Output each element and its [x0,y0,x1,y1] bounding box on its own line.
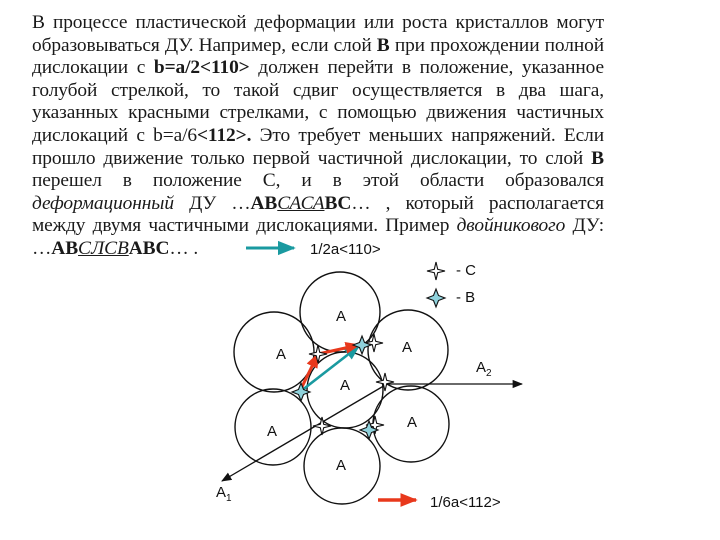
axis-A2-label: $A_2$ [476,359,492,379]
stacking-seq: АВС [128,237,170,259]
text-segment: ДУ … [189,192,251,214]
text-segment: В процессе пластической деформации или роста кристаллов могут образовываться ДУ. Например, если слой [32,12,604,56]
stacking-seq: АВ [51,237,79,259]
legend-star-C-icon [427,262,445,280]
atom-label: A [336,308,347,325]
text-segment: при прохождении полной дислокации с [32,34,604,79]
atom-circle-upper-left [234,312,314,392]
text-segment: перешел в положение С, и в этой области образовался [32,170,604,192]
stacking-seq-fault: САСА [277,192,325,214]
text-segment: … . [169,237,199,259]
atom-label: A [340,377,351,394]
text-segment: должен перейти в положение, указанное голубой стрелкой, то такой сдвиг осуществляется в два шага, указанных красными стрелками, с помощью движения частичных дислокаций с b=a/6 [32,57,605,146]
atom-label: A [402,339,413,356]
burgers-vector-partial: <112>. [196,124,252,146]
legend-partial-label: 1/6a<112> [430,494,501,511]
text-segment: Это требует меньших напряжений. Если прошло движение только первой частичной дислокации, то слой [32,124,604,169]
star-C-icon [427,262,445,280]
star-B-icon [427,289,445,307]
layer-label: В [591,147,604,169]
stacking-seq-fault: СЛСВ [78,237,129,259]
twin-term: двойникового [456,215,566,237]
atom-label: A [276,346,287,363]
legend-full-label: 1/2a<110> [310,241,381,258]
legend-star-B-icon [427,289,445,307]
atom-label: A [267,423,278,440]
deformation-term: деформационный [32,192,174,214]
atom-label: A [336,457,347,474]
atom-label: A [407,414,418,431]
burgers-vector-full: b=a/2<110> [153,57,250,79]
text-segment: ДУ: … [32,215,605,259]
layer-label: В [376,34,390,56]
stacking-seq: ВС [324,192,352,214]
legend-B-label: - B [456,289,476,306]
axis-A1-label: $A_1$ [216,484,232,504]
text-segment: … , который располагается между двумя частичными дислокациями. Пример [32,192,605,237]
stacking-seq: АВ [250,192,278,214]
legend-C-label: - C [456,262,476,279]
